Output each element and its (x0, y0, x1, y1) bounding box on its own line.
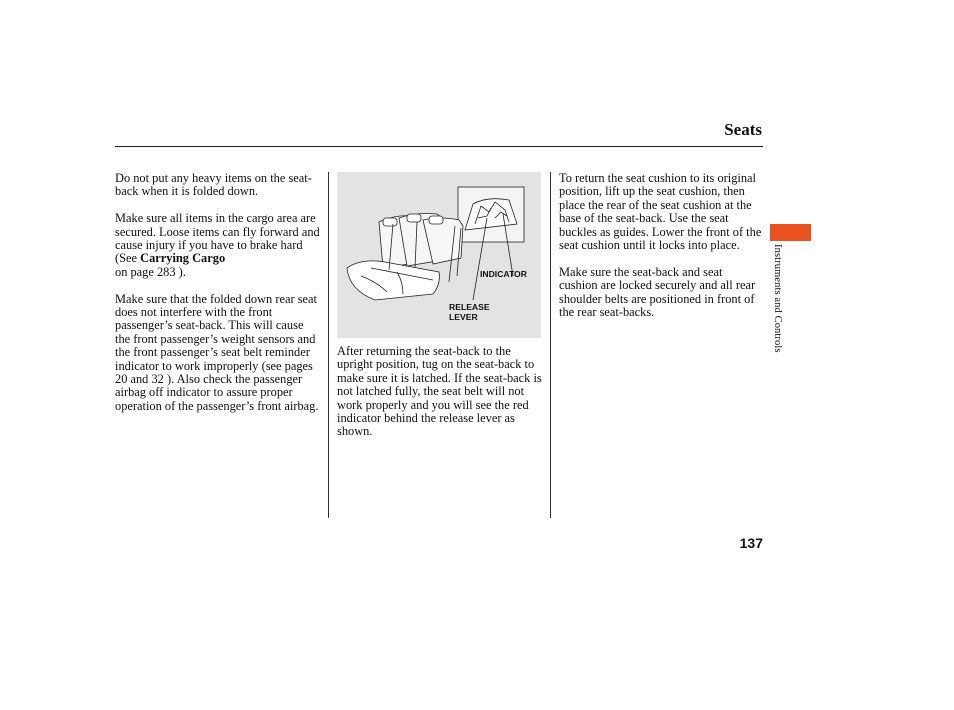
carrying-cargo-link[interactable]: Carrying Cargo (140, 251, 226, 266)
paragraph-front-seat: Make sure that the folded down rear seat does not interfere with the front passenger’s seat-back. This will cause the front passenger’s weight sensors and the front passenger’s seat belt reminder indicator to work improperly (see pages 20 and 32 ). Also check the passenger airbag off indicator to assure proper operation of the passenger’s front airbag. (115, 291, 319, 413)
text-column-1 (115, 172, 321, 427)
section-side-label (771, 244, 785, 374)
page-title: Seats (724, 120, 762, 139)
header-rule (115, 146, 763, 147)
cargo-text: Make sure all items in the cargo area are secured. Loose items can fly forward and cause injury if you have to brake hard (See (115, 211, 320, 266)
release-lever-callout (449, 303, 490, 322)
section-label-text: Instruments and Controls (772, 244, 783, 353)
paragraph-returning-seat-back: After returning the seat-back to the upright position, tug on the seat-back to make sure it is latched. If the seat-back is not latched fully, the seat belt will not work properly and you will see the red indicator behind the release lever as shown. (337, 344, 542, 439)
column-divider-2 (550, 172, 551, 518)
indicator-callout: INDICATOR (480, 269, 527, 279)
release-lever-line1: RELEASE (449, 302, 490, 312)
release-lever-line2: LEVER (449, 311, 478, 322)
cargo-page-ref: on page 283 ). (115, 264, 186, 279)
paragraph-heavy-items: Do not put any heavy items on the seat-back when it is folded down. (115, 171, 312, 199)
seat-illustration (337, 172, 541, 338)
section-tab-marker (770, 224, 811, 241)
paragraph-return-cushion: To return the seat cushion to its original position, lift up the seat cushion, then place the rear of the seat cushion at the base of the seat-back. Use the seat buckles as guides. Lower the front of the seat cushion until it locks into place. (559, 171, 762, 253)
column-divider-1 (328, 172, 329, 518)
text-column-3 (559, 172, 763, 333)
paragraph-cargo-secured (115, 212, 321, 279)
text-column-2 (337, 345, 543, 452)
rear-seat-drawing (337, 172, 541, 338)
page-number: 137 (739, 535, 763, 551)
paragraph-locked-securely: Make sure the seat-back and seat cushion are locked securely and all rear shoulder belts are positioned in front of the rear seat-backs. (559, 264, 756, 320)
